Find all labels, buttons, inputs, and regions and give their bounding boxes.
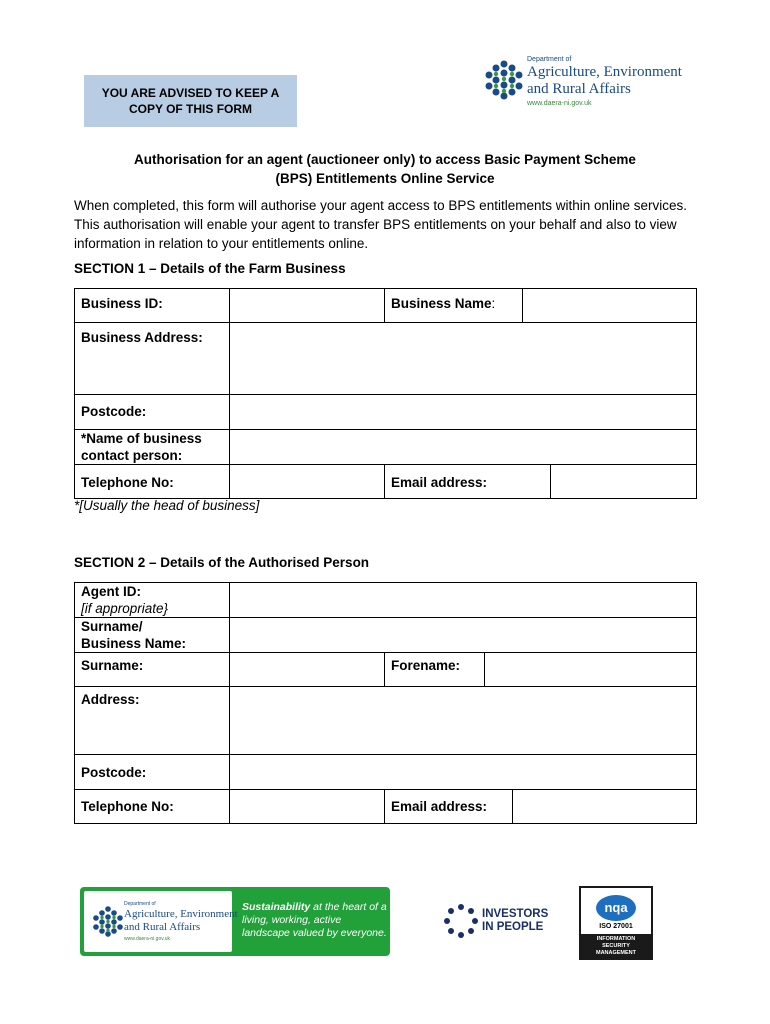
footer-logo-line2: and Rural Affairs (124, 921, 201, 933)
business-address-label: Business Address: (75, 323, 230, 395)
business-id-field[interactable] (230, 289, 385, 323)
advisory-line1: YOU ARE ADVISED TO KEEP A (101, 86, 280, 100)
agent-telephone-label: Telephone No: (75, 790, 230, 824)
section1-table (74, 288, 697, 499)
agent-id-label: Agent ID: [if appropriate} (75, 583, 230, 618)
investors-text: INVESTORS IN PEOPLE (482, 908, 549, 933)
agent-id-field[interactable] (230, 583, 697, 618)
title-line2: (BPS) Entitlements Online Service (275, 171, 495, 186)
agent-email-field[interactable] (513, 790, 697, 824)
business-address-field[interactable] (230, 323, 697, 395)
contact-person-label: *Name of business contact person: (75, 430, 230, 465)
daera-emblem-icon (483, 58, 525, 100)
contact-person-field[interactable] (230, 430, 697, 465)
postcode-label: Postcode: (75, 395, 230, 430)
logo-url: www.daera-ni.gov.uk (527, 100, 592, 107)
surname-business-label: Surname/ Business Name: (75, 618, 230, 653)
address-label: Address: (75, 687, 230, 755)
address-field[interactable] (230, 687, 697, 755)
business-id-label: Business ID: (75, 289, 230, 323)
forename-field[interactable] (485, 653, 697, 687)
footer-logo-url: www.daera-ni.gov.uk (124, 936, 171, 942)
surname-label: Surname: (75, 653, 230, 687)
daera-logo (483, 56, 703, 112)
nqa-iso-label: ISO 27001 (599, 923, 633, 930)
email-field[interactable] (551, 465, 697, 499)
agent-postcode-label: Postcode: (75, 755, 230, 790)
intro-paragraph: When completed, this form will authorise your agent access to BPS entitlements within online services. This authorisation will enable your agent to transfer BPS entitlements on your behalf and also to view information in relation to your entitlements online. (74, 198, 688, 251)
daera-emblem-icon (92, 905, 124, 937)
logo-line1: Agriculture, Environment (527, 64, 682, 80)
investors-ring-icon (444, 904, 478, 938)
footer-slogan: Sustainability at the heart of a living, working, active landscape valued by everyone. (242, 901, 387, 939)
agent-email-label: Email address: (385, 790, 513, 824)
nqa-caption: INFORMATION SECURITY MANAGEMENT (595, 936, 637, 956)
section2-table (74, 582, 697, 824)
surname-field[interactable] (230, 653, 385, 687)
advisory-box (84, 75, 297, 127)
nqa-iso-badge (579, 886, 653, 960)
surname-business-field[interactable] (230, 618, 697, 653)
telephone-label: Telephone No: (75, 465, 230, 499)
business-name-label: Business Name: (385, 289, 523, 323)
logo-line2: and Rural Affairs (527, 81, 631, 97)
telephone-field[interactable] (230, 465, 385, 499)
footer-logo (84, 891, 238, 952)
footer-logo-line1: Agriculture, Environment (124, 908, 238, 920)
email-label: Email address: (385, 465, 551, 499)
footer-banner (80, 887, 390, 956)
title-line1: Authorisation for an agent (auctioneer only) to access Basic Payment Scheme (134, 152, 636, 167)
postcode-field[interactable] (230, 395, 697, 430)
form-title (74, 150, 696, 188)
footer-dept-of: Department of (124, 901, 156, 907)
section2-heading: SECTION 2 – Details of the Authorised Person (74, 555, 370, 570)
nqa-logo: nqa (596, 895, 636, 921)
forename-label: Forename: (385, 653, 485, 687)
agent-postcode-field[interactable] (230, 755, 697, 790)
advisory-line2: COPY OF THIS FORM (128, 102, 253, 116)
investors-in-people-logo (444, 904, 554, 940)
agent-telephone-field[interactable] (230, 790, 385, 824)
contact-note: *[Usually the head of business] (74, 498, 260, 513)
section1-heading: SECTION 1 – Details of the Farm Business (74, 261, 346, 276)
business-name-field[interactable] (523, 289, 697, 323)
logo-dept-of: Department of (527, 56, 572, 63)
